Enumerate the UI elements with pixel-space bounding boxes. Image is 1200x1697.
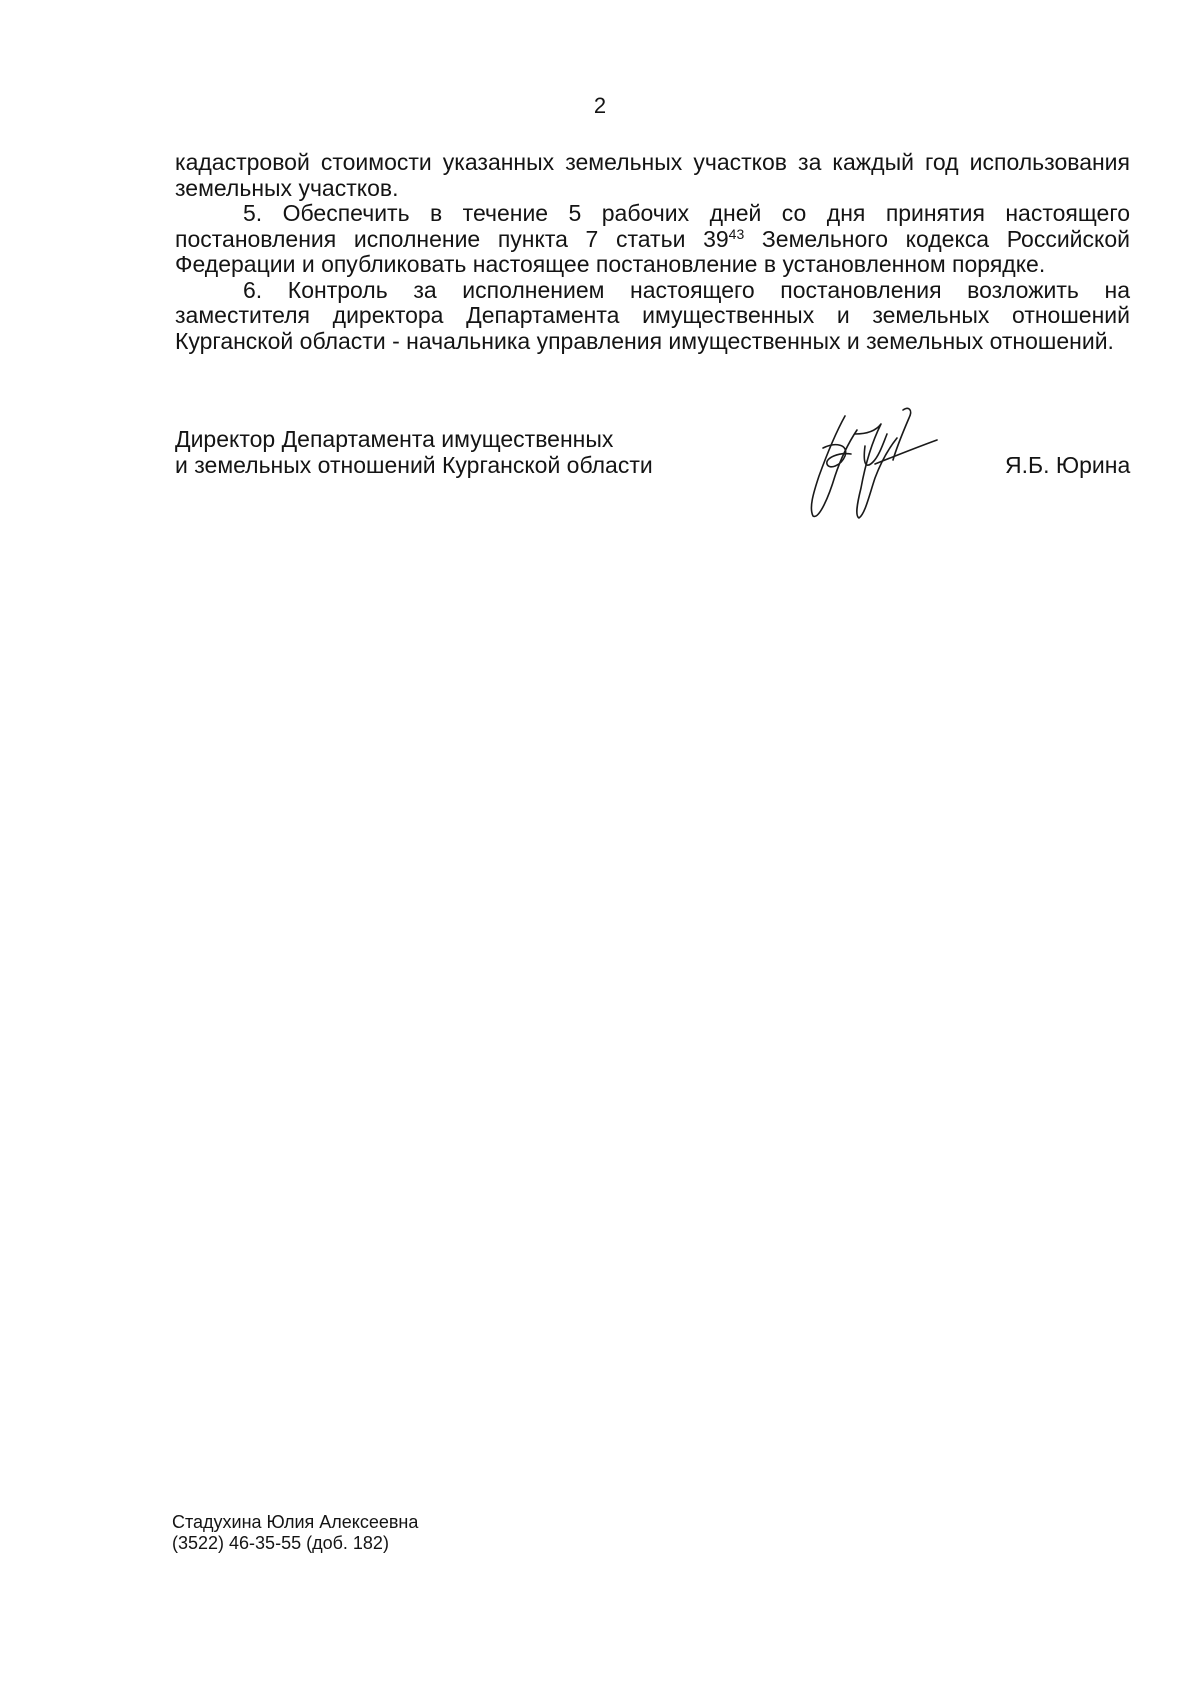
executor-name: Стадухина Юлия Алексеевна (172, 1512, 419, 1532)
signatory-position-line-2: и земельных отношений Курганской области (175, 452, 653, 478)
signatory-position-line-1: Директор Департамента имущественных (175, 426, 614, 452)
article-superscript: 43 (728, 225, 745, 242)
signer-name: Я.Б. Юрина (1005, 452, 1131, 478)
paragraph-item-5 (175, 201, 1130, 278)
paragraph-continuation: кадастровой стоимости указанных земельных участков за каждый год использования земельных участков. (175, 149, 1130, 201)
paragraph-item-5-text-end: Земельного кодекса Российской Федерации и опубликовать настоящее постановление в установленном порядке. (175, 225, 1130, 277)
signatory-position (175, 426, 653, 478)
page-number: 2 (593, 93, 607, 118)
document-body (175, 150, 1130, 354)
paragraph-item-5-text-start: 5. Обеспечить в течение 5 рабочих дней со дня принятия настоящего постановления исполнение пункта 7 статьи 39 (175, 200, 1130, 252)
paragraph-item-6: 6. Контроль за исполнением настоящего постановления возложить на заместителя директора Департамента имущественных и земельных отношений Курганской области - начальника управления имущественных и земельных отношений. (175, 276, 1130, 354)
executor-phone: (3522) 46-35-55 (доб. 182) (172, 1533, 389, 1553)
executor-contact (172, 1512, 418, 1554)
handwritten-signature (805, 404, 945, 524)
